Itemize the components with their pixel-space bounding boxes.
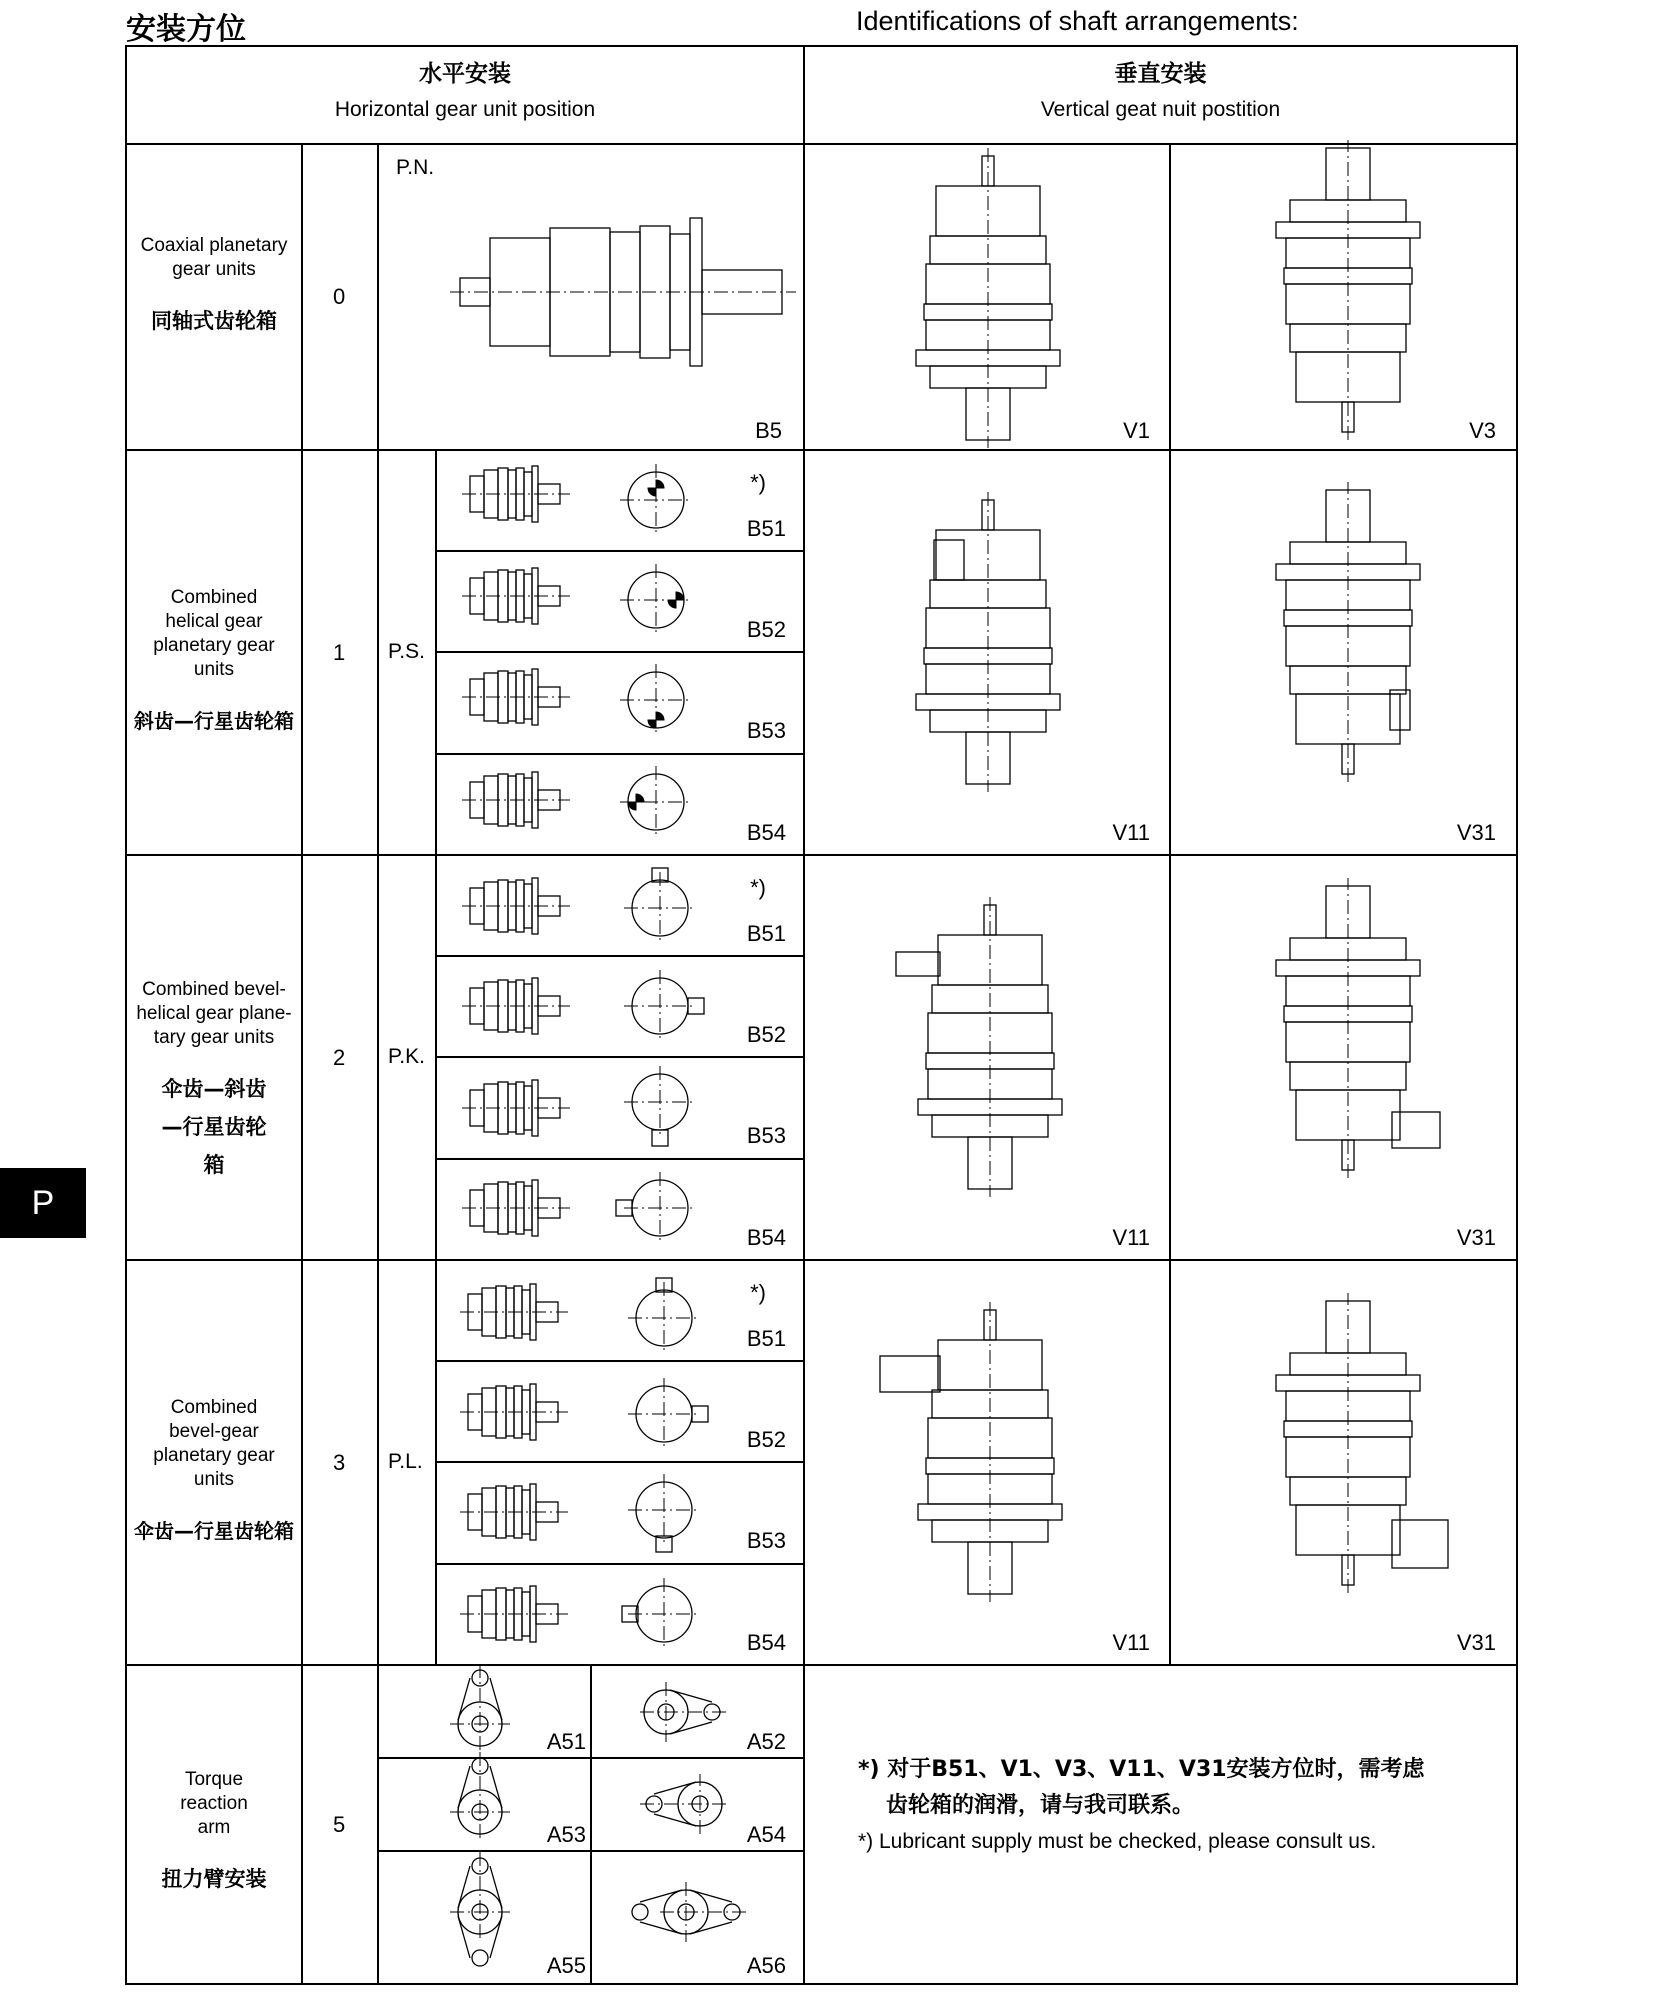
drawing-row1-b54 [462,766,692,838]
note-en: *) Lubricant supply must be checked, please consult us. [858,1830,1377,1853]
drawing-row1-b51 [462,464,692,536]
row-2-index: 2 [333,1045,346,1070]
header-horizontal-cn: 水平安装 [419,61,511,87]
row-1-type: P.S. [388,640,425,663]
row-3-name-cn: 伞齿—行星齿轮箱 [134,1519,294,1543]
drawing-v3 [1276,140,1420,440]
drawing-a52 [636,1682,726,1742]
row-2-code-b54: B54 [746,1225,786,1250]
drawing-a53 [450,1752,510,1842]
row-3-code-b52: B52 [746,1427,786,1452]
row-5-index: 5 [333,1812,346,1837]
row-2-code-b52: B52 [746,1022,786,1047]
row-3-index: 3 [333,1450,346,1475]
drawing-a55 [450,1852,510,1966]
header-vertical-en: Vertical geat nuit postition [1040,98,1281,121]
drawing-row3-b53 [460,1474,700,1552]
page-title-cn: 安装方位 [126,12,246,47]
row-1-code-b52: B52 [746,617,786,642]
drawing-row3-b51 [460,1278,700,1354]
arm-code-a53: A53 [546,1822,586,1847]
row-2-code-v11: V11 [1112,1225,1150,1250]
row-1-code-v11: V11 [1112,820,1150,845]
row-2-code-b51: B51 [746,921,786,946]
drawing-row2-b54 [462,1172,696,1244]
header-horizontal-en: Horizontal gear unit position [334,98,596,121]
row-1-name-cn: 斜齿—行星齿轮箱 [134,709,294,733]
row-3-code-v11: V11 [1112,1630,1150,1655]
row-0-type: P.N. [396,156,435,179]
row-3-type: P.L. [388,1450,423,1473]
row-0-name-cn: 同轴式齿轮箱 [151,309,277,333]
row-1-code-b54: B54 [746,820,786,845]
drawing-row3-b52 [460,1378,708,1450]
drawing-a51 [450,1664,510,1754]
row-3-lub-mark: *) [750,1280,766,1305]
row-2-code-v31: V31 [1456,1225,1496,1250]
drawing-row2-b51 [462,868,696,944]
note-cn-line2: 齿轮箱的润滑，请与我司联系。 [886,1793,1195,1818]
drawing-row3-b54 [460,1578,700,1650]
section-tab[interactable]: P [0,1168,86,1238]
lube-indicator-b54 [628,794,644,810]
note-cn-line1: *) 对于B51、V1、V3、V11、V31安装方位时，需考虑 [858,1757,1425,1782]
code-v1: V1 [1123,418,1150,443]
arm-code-a54: A54 [746,1822,786,1847]
lube-indicator-b51 [648,480,664,496]
drawing-row1-b52 [462,564,692,636]
drawing-row3-v11 [918,1302,1062,1602]
drawing-row2-b53 [462,1066,696,1146]
row-3-code-v31: V31 [1456,1630,1496,1655]
row-2-type: P.K. [388,1045,425,1068]
code-v3: V3 [1469,418,1496,443]
drawing-row2-b52 [462,970,704,1042]
arm-code-a55: A55 [546,1953,586,1978]
row-2-code-b53: B53 [746,1123,786,1148]
drawing-v1 [916,148,1060,448]
lube-indicator-b52 [668,592,684,608]
arm-code-a56: A56 [746,1953,786,1978]
row-5-name-cn: 扭力臂安装 [161,1867,267,1891]
header-vertical-cn: 垂直安装 [1114,61,1207,87]
drawing-row3-v31 [1276,1293,1420,1593]
row-1-code-b51: B51 [746,516,786,541]
drawing-row1-v31 [1276,482,1420,782]
row-1-index: 1 [333,640,346,665]
row-1-code-v31: V31 [1456,820,1496,845]
drawing-row2-v11 [918,897,1062,1197]
page-title-en: Identifications of shaft arrangements: [856,6,1299,36]
drawing-row1-b53 [462,664,692,736]
arm-code-a51: A51 [546,1729,586,1754]
row-1-name-en: Combined helical gear planetary gear units [153,587,275,680]
row-1-code-b53: B53 [746,718,786,743]
row-1-lub-mark: *) [750,470,766,495]
row-0-index: 0 [333,284,346,309]
drawing-a54 [640,1774,730,1834]
row-3-code-b53: B53 [746,1528,786,1553]
row-2-name-en: Combined bevel-helical gear plane-tary gear units [136,979,292,1048]
row-2-lub-mark: *) [750,875,766,900]
drawing-row2-v31 [1276,878,1420,1178]
arm-code-a52: A52 [746,1729,786,1754]
row-3-code-b54: B54 [746,1630,786,1655]
drawing-a56 [632,1882,746,1942]
code-b5: B5 [755,418,782,443]
drawing-row1-v11 [916,492,1060,792]
drawing-b5 [450,218,796,366]
lube-indicator-b53 [648,712,664,728]
row-3-name-en: Combined bevel-gear planetary gear units [153,1397,275,1490]
row-2-name-cn: 伞齿—斜齿—行星齿轮箱 [161,1077,267,1177]
row-3-code-b51: B51 [746,1326,786,1351]
row-5-name-en: Torque reaction arm [180,1769,248,1838]
row-0-name-en: Coaxial planetary gear units [140,235,288,280]
